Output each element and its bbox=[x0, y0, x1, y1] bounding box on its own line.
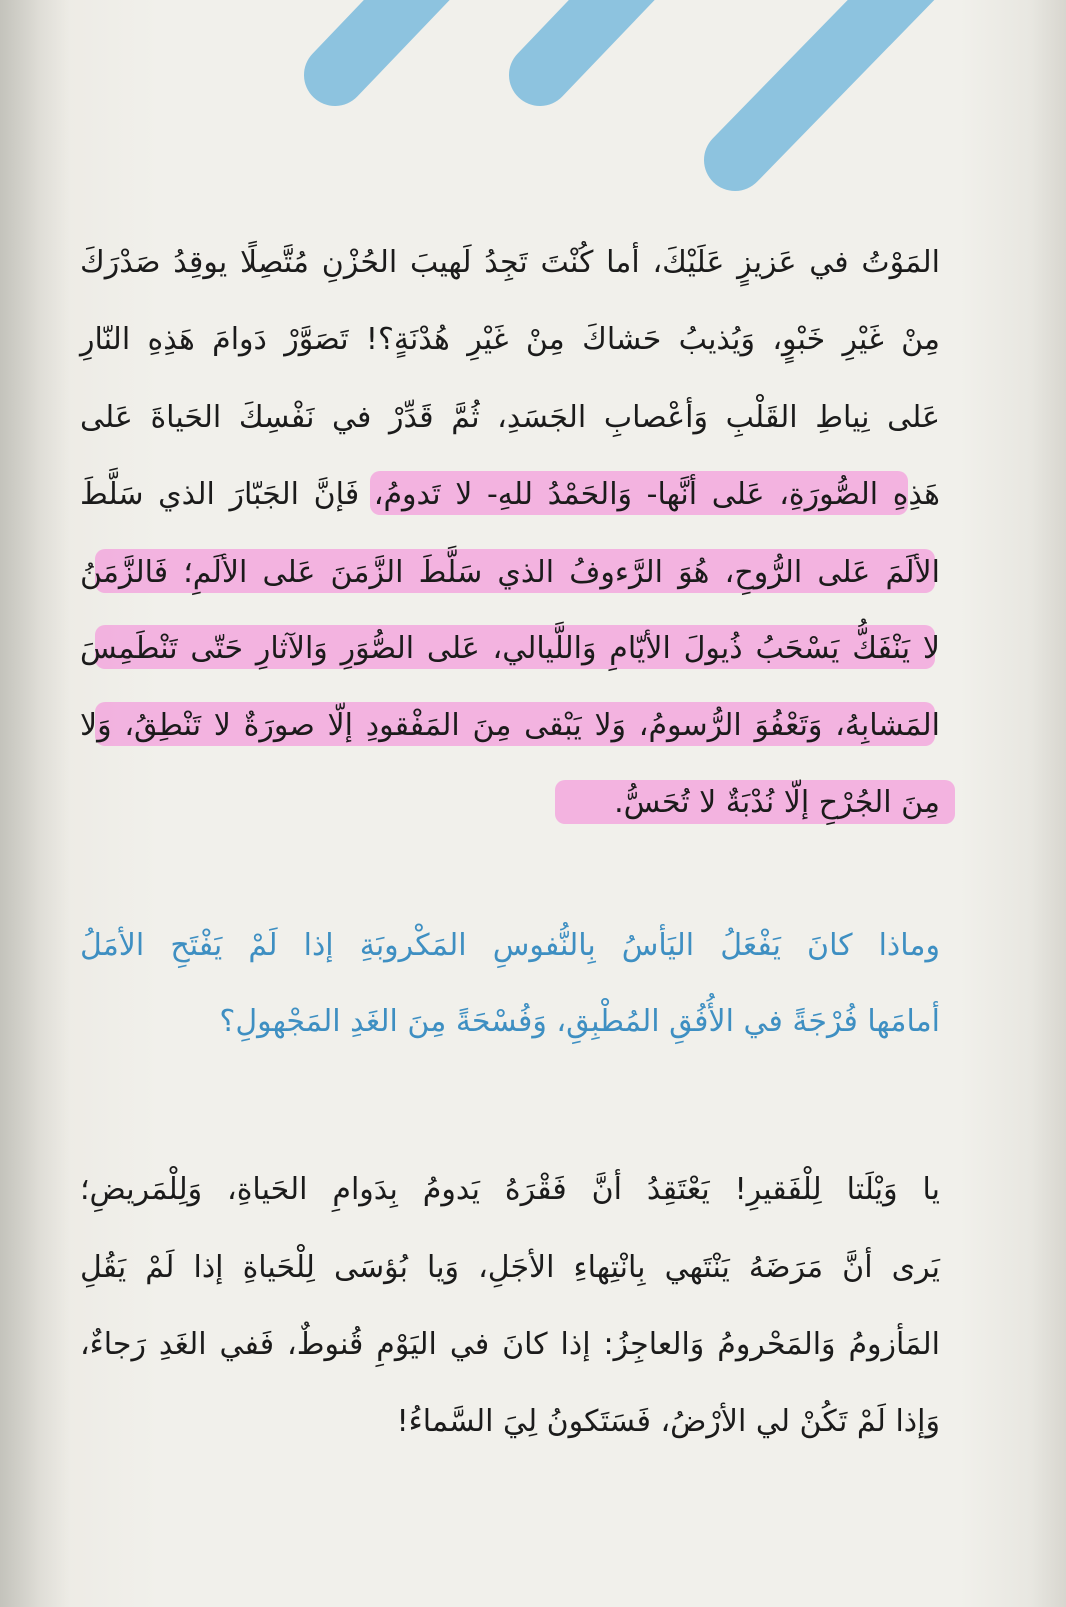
paragraph-3-line-4: وَإذا لَمْ تَكُنْ لي الأرْضُ، فَسَتَكونُ لِيَ السَّماءُ! bbox=[396, 1404, 940, 1439]
page-edge-shadow bbox=[0, 0, 70, 1607]
paragraph-1-line-8: مِنَ الجُرْحِ إلّا نُدْبَةٌ لا تُحَسُّ. bbox=[614, 785, 940, 820]
paragraph-1-line-3: عَلى نِياطِ القَلْبِ وَأعْصابِ الجَسَدِ، ثُمَّ قَدِّرْ في نَفْسِكَ الحَياةَ عَلى bbox=[80, 400, 940, 435]
paragraph-1-line-6: لا يَنْفَكُّ يَسْحَبُ ذُيولَ الأيّامِ وَاللَّيالي، عَلى الصُّوَرِ وَالآثارِ حَتّى تَنْطَمِسَ bbox=[80, 631, 940, 666]
paragraph-2-line-1: وماذا كانَ يَفْعَلُ اليَأسُ بِالنُّفوسِ المَكْروبَةِ إذا لَمْ يَفْتَحِ الأمَلُ bbox=[80, 928, 940, 963]
decorative-stripes bbox=[0, 0, 1066, 240]
paragraph-2-line-2: أمامَها فُرْجَةً في الأُفُقِ المُطْبِقِ، وَفُسْحَةً مِنَ الغَدِ المَجْهولِ؟ bbox=[219, 1004, 940, 1039]
paragraph-3-line-2: يَرى أنَّ مَرَضَهُ يَنْتَهي بِانْتِهاءِ الأجَلِ، وَيا بُؤسَى لِلْحَياةِ إذا لَمْ يَقُلِ bbox=[80, 1250, 940, 1285]
paragraph-3-line-3: المَأزومُ وَالمَحْرومُ وَالعاجِزُ: إذا كانَ في اليَوْمِ قُنوطٌ، فَفي الغَدِ رَجاءٌ، bbox=[80, 1327, 940, 1362]
stripe-2 bbox=[540, 0, 650, 75]
stripe-1 bbox=[335, 0, 445, 75]
paragraph-3-line-1: يا وَيْلَتا لِلْفَقيرِ! يَعْتَقِدُ أنَّ فَقْرَهُ يَدومُ بِدَوامِ الحَياةِ، وَلِلْمَريضِ؛ bbox=[80, 1172, 940, 1207]
paragraph-1-line-2: مِنْ غَيْرِ خَبْوٍ، وَيُذيبُ حَشاكَ مِنْ غَيْرِ هُدْنَةٍ؟! تَصَوَّرْ دَوامَ هَذِهِ النّارِ bbox=[80, 322, 940, 357]
paragraph-1-line-1: المَوْتُ في عَزيزٍ عَلَيْكَ، أما كُنْتَ تَجِدُ لَهيبَ الحُزْنِ مُتَّصِلًا يوقِدُ صَدْرَكَ bbox=[80, 245, 940, 280]
paragraph-1-line-7: المَشابِهُ، وَتَعْفُوَ الرُّسومُ، وَلا يَبْقى مِنَ المَفْقودِ إلّا صورَةٌ لا تَنْطِقُ، وَلا bbox=[80, 708, 940, 743]
paragraph-1-line-4: هَذِهِ الصُّورَةِ، عَلى أنَّها- وَالحَمْدُ للهِ- لا تَدومُ، فَإنَّ الجَبّارَ الذي سَلَّطَ bbox=[80, 477, 940, 512]
paragraph-1-line-5: الألَمَ عَلى الرُّوحِ، هُوَ الرَّءوفُ الذي سَلَّطَ الزَّمَنَ عَلى الألَمِ؛ فَالزَّمَنُ bbox=[80, 555, 940, 590]
stripe-3 bbox=[735, 0, 930, 160]
